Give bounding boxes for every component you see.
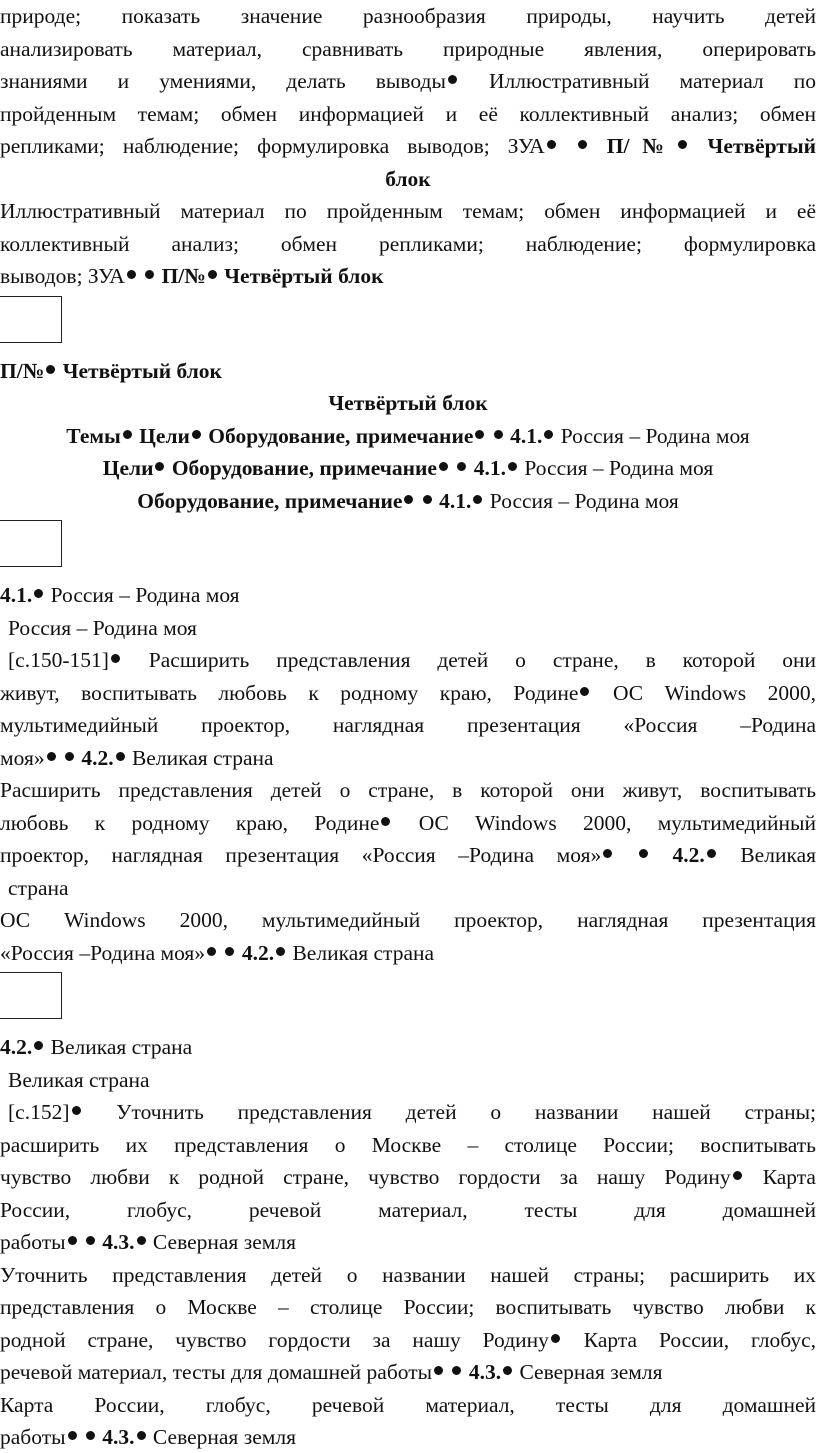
text-line <box>0 195 816 227</box>
text-line <box>0 1356 816 1388</box>
bold-text: 4.1. <box>468 456 506 480</box>
text-line <box>0 228 816 260</box>
text <box>58 746 63 770</box>
text: Карта России, глобус, <box>562 1328 816 1352</box>
bullet-icon <box>34 1041 43 1050</box>
bullet-icon <box>65 752 74 761</box>
text-line <box>0 33 816 65</box>
bullet-icon <box>448 75 457 84</box>
bullet-icon <box>733 1171 742 1180</box>
text: Северная земля <box>148 1230 296 1254</box>
text: речевой материал, тесты для домашней работы <box>0 1360 432 1384</box>
text: Расширить представления детей о стране, в которой они <box>122 648 816 672</box>
bullet-icon <box>47 752 56 761</box>
bullet-icon <box>457 462 466 471</box>
text-line <box>0 420 816 452</box>
text: Расширить представления детей о стране, в которой они живут, воспитывать <box>0 778 816 802</box>
text-line <box>0 452 816 484</box>
text <box>558 134 576 158</box>
text-line <box>0 1324 816 1356</box>
bold-text: 4.1. <box>505 424 543 448</box>
text: ОС Windows 2000, <box>591 681 816 705</box>
text: репликами; наблюдение; формулировка выводов; ЗУА <box>0 134 545 158</box>
text-line <box>0 260 816 292</box>
bold-text: 4.2. <box>76 746 114 770</box>
bullet-icon <box>452 1366 461 1375</box>
text <box>79 1230 84 1254</box>
text-line <box>0 0 816 32</box>
text: представления о Москве – столице России; воспитывать чувство любви к <box>0 1295 816 1319</box>
bold-text: 4.2. <box>0 1035 32 1059</box>
bullet-icon <box>404 495 413 504</box>
bold-text: Четвёртый блок <box>57 359 222 383</box>
text: чувство любви к родной стране, чувство гордости за нашу Родину <box>0 1165 731 1189</box>
text: моя» <box>0 746 45 770</box>
text: ОС Windows 2000, мультимедийный <box>392 811 816 835</box>
text <box>445 1360 450 1384</box>
text-line <box>0 644 816 676</box>
text-line <box>0 612 816 644</box>
bullet-icon <box>423 495 432 504</box>
text: Великая страна <box>8 1068 150 1092</box>
text-line <box>0 1161 816 1193</box>
bullet-icon <box>123 430 132 439</box>
text: Северная земля <box>148 1425 296 1449</box>
text: любовь к родному краю, Родине <box>0 811 379 835</box>
text: природе; показать значение разнообразия природы, научить детей <box>0 4 816 28</box>
bold-text: Четвёртый <box>689 134 816 158</box>
text-line <box>0 1259 816 1291</box>
text: выводов; ЗУА <box>0 264 125 288</box>
table-cell-box <box>0 972 62 1019</box>
text: страна <box>8 876 69 900</box>
bold-text: П/№ <box>156 264 206 288</box>
text: Россия – Родина моя <box>519 456 713 480</box>
text-line <box>0 677 816 709</box>
text: Северная земля <box>514 1360 662 1384</box>
text-line <box>0 1421 816 1453</box>
bullet-icon <box>34 589 43 598</box>
bullet-icon <box>72 1106 81 1115</box>
text-line <box>0 807 816 839</box>
bullet-icon <box>127 270 136 279</box>
text: Карта <box>744 1165 816 1189</box>
text: работы <box>0 1230 66 1254</box>
bullet-icon <box>208 270 217 279</box>
text <box>614 843 637 867</box>
text: проектор, наглядная презентация «Россия –Родина моя» <box>0 843 601 867</box>
bullet-icon <box>155 462 164 471</box>
text: пройденным темам; обмен информацией и её коллективный анализ; обмен <box>0 102 816 126</box>
table-cell-box <box>0 520 62 567</box>
bullet-icon <box>68 1236 77 1245</box>
bullet-icon <box>111 654 120 663</box>
table-cell-box <box>0 296 62 343</box>
bold-text: Цели <box>134 424 190 448</box>
text: Россия – Родина моя <box>45 583 239 607</box>
text <box>138 264 143 288</box>
bullet-icon <box>544 430 553 439</box>
bullet-icon <box>46 365 55 374</box>
text: Россия – Родина моя <box>484 489 678 513</box>
text-line <box>0 130 816 162</box>
text-line <box>0 774 816 806</box>
text: Иллюстративный материал по <box>459 69 816 93</box>
bold-text: П/№ <box>589 134 677 158</box>
bold-text: 4.2. <box>236 941 274 965</box>
text-line <box>0 742 816 774</box>
text: [с.152] <box>8 1100 70 1124</box>
text-line <box>0 1389 816 1421</box>
text: Великая <box>718 843 816 867</box>
text: живут, воспитывать любовь к родному краю, Родине <box>0 681 578 705</box>
bold-text: Четвёртый блок <box>328 391 487 415</box>
text-line <box>0 709 816 741</box>
text <box>415 489 420 513</box>
text: знаниями и умениями, делать выводы <box>0 69 446 93</box>
text-line <box>0 387 816 419</box>
text: Уточнить представления детей о названии нашей страны; расширить их <box>0 1263 816 1287</box>
bullet-icon <box>276 947 285 956</box>
bold-text: 4.2. <box>650 843 705 867</box>
bullet-icon <box>578 140 587 149</box>
bold-text: Четвёртый блок <box>219 264 384 288</box>
text: Россия – Родина моя <box>8 616 197 640</box>
bullet-icon <box>503 1366 512 1375</box>
text: расширить их представления о Москве – столице России; воспитывать <box>0 1133 816 1157</box>
bold-text: блок <box>385 167 430 191</box>
bold-text: П/№ <box>0 359 44 383</box>
bold-text: 4.3. <box>97 1425 135 1449</box>
bold-text: Оборудование, примечание <box>203 424 473 448</box>
text: Уточнить представления детей о названии нашей страны; <box>83 1100 816 1124</box>
text-line <box>0 1129 816 1161</box>
text-line <box>0 1291 816 1323</box>
bold-text: Цели <box>103 456 154 480</box>
bullet-icon <box>707 849 716 858</box>
bullet-icon <box>192 430 201 439</box>
bullet-icon <box>639 849 648 858</box>
text: Великая страна <box>287 941 434 965</box>
bullet-icon <box>580 687 589 696</box>
text-line <box>0 1096 816 1128</box>
text: родной стране, чувство гордости за нашу Родину <box>0 1328 549 1352</box>
text-line <box>0 1226 816 1258</box>
bullet-icon <box>225 947 234 956</box>
bold-text: 4.1. <box>0 583 32 607</box>
bullet-icon <box>473 495 482 504</box>
text-line <box>0 355 816 387</box>
bullet-icon <box>145 270 154 279</box>
text: ОС Windows 2000, мультимедийный проектор, наглядная презентация <box>0 908 816 932</box>
text: работы <box>0 1425 66 1449</box>
text-line <box>0 937 816 969</box>
bullet-icon <box>551 1334 560 1343</box>
text-line <box>0 1064 816 1096</box>
bold-text: Оборудование, примечание <box>137 489 402 513</box>
bullet-icon <box>86 1431 95 1440</box>
text <box>218 941 223 965</box>
text: Великая страна <box>127 746 274 770</box>
bold-text: 4.1. <box>434 489 472 513</box>
text-line <box>0 163 816 195</box>
bullet-icon <box>207 947 216 956</box>
bullet-icon <box>116 752 125 761</box>
bullet-icon <box>137 1236 146 1245</box>
text-line <box>0 98 816 130</box>
bullet-icon <box>86 1236 95 1245</box>
bullet-icon <box>678 140 687 149</box>
bold-text: Оборудование, примечание <box>166 456 436 480</box>
text: [с.150-151] <box>8 648 109 672</box>
bullet-icon <box>508 462 517 471</box>
text-line <box>0 1031 816 1063</box>
bold-text: 4.3. <box>463 1360 501 1384</box>
text-line <box>0 579 816 611</box>
bullet-icon <box>494 430 503 439</box>
text <box>486 424 491 448</box>
text: Карта России, глобус, речевой материал, тесты для домашней <box>0 1393 816 1417</box>
bullet-icon <box>434 1366 443 1375</box>
text-line <box>0 1194 816 1226</box>
text: Россия – Родина моя <box>555 424 749 448</box>
bullet-icon <box>68 1431 77 1440</box>
text <box>79 1425 84 1449</box>
text: мультимедийный проектор, наглядная презентация «Россия –Родина <box>0 713 816 737</box>
bullet-icon <box>547 140 556 149</box>
text <box>450 456 455 480</box>
bullet-icon <box>381 817 390 826</box>
text-line <box>0 65 816 97</box>
bullet-icon <box>603 849 612 858</box>
bullet-icon <box>137 1431 146 1440</box>
bold-text: 4.3. <box>97 1230 135 1254</box>
bullet-icon <box>439 462 448 471</box>
text: Иллюстративный материал по пройденным темам; обмен информацией и её <box>0 199 816 223</box>
text: Великая страна <box>45 1035 192 1059</box>
text: анализировать материал, сравнивать природные явления, оперировать <box>0 37 816 61</box>
text-line <box>0 485 816 517</box>
text-line <box>0 839 816 871</box>
bullet-icon <box>475 430 484 439</box>
text: «Россия –Родина моя» <box>0 941 205 965</box>
text: коллективный анализ; обмен репликами; наблюдение; формулировка <box>0 232 816 256</box>
text-line <box>0 904 816 936</box>
text-line <box>0 872 816 904</box>
text: России, глобус, речевой материал, тесты для домашней <box>0 1198 816 1222</box>
bold-text: Темы <box>66 424 121 448</box>
